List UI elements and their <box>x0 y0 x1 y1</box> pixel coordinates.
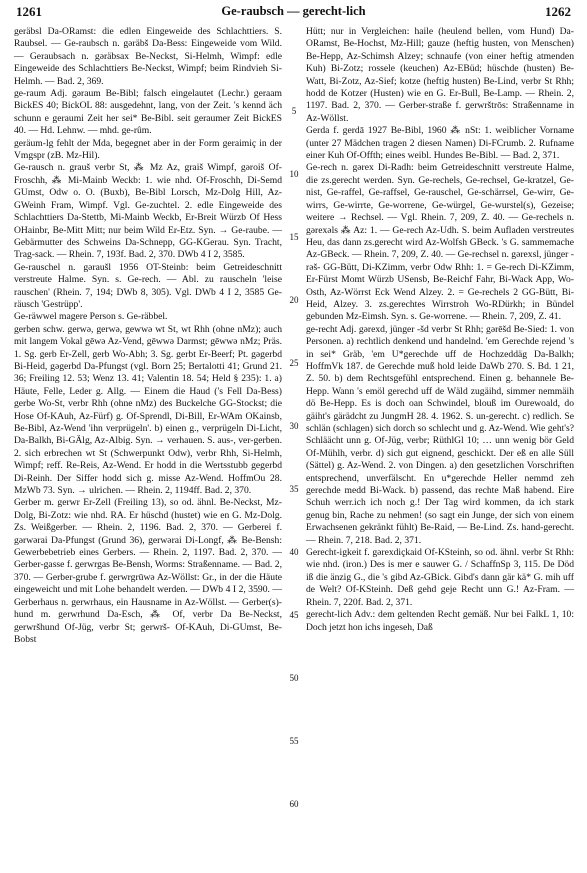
running-headword-range: Ge-raubsch — gerecht-lich <box>221 4 366 18</box>
dictionary-entry: Gerber m. gerwr Er-Zell (Freiling 13), so od. ähnl. Be-Neckst, Mz-Dolg, Bi-Zotz: wie nhd. RA. Er hüschd (hustet) wie en G. Mz-Dolg. Zs. Weißgerber. — Rhein. 2, 1196. Bad. 2, 370. — Gerberei f. gərwərai Da-Pfungst (Grund 36), gerwərai Di-Longf, ⁂ Be-Bensh: Gewerbebetrieb eines Gerbers. — Rhein. 2, 1197. Bad. 2, 370. — Gerber-gasse f. gerwrgas Be-Bensh, Worms: Straßenname. — Bad. 2, 370. — Gerber-grube f. gerwrgrūwə Az-Wöllst: Gr., in der die Häute eingeweicht und mit Lohe behandelt werden. — DWb 4 I 2, 3590. — Gerberhaus n. gerwrhaus, ein Hausname in Az-Wöllst. — Gerber(s)-hund m. gerwrhund Da-Esch, ⁂ Of, verbr Da Be-Neckst, gerwršhund Of-Jüg, verbr St; gerwrš- Of-KAuh, Di-GUmst, Be-Bobst <box>14 497 282 645</box>
dictionary-entry: Ge-rauschel n. gəraušl 1956 OT-Steinb: beim Getreideschnitt verstreute Halme. Syn. s. Ge-rech. — Abl. zu rauscheln 'leise rauschen' (Rhein. 7, 194; DWb 8, 305). Vgl. DWb 4 I 2, 3585 Ge-räusch 'Gestrüpp'. <box>14 261 282 310</box>
line-number: 55 <box>289 736 299 746</box>
line-number: 35 <box>289 484 299 494</box>
line-number: 25 <box>289 358 299 368</box>
line-number: 15 <box>289 232 299 242</box>
page-number-left: 1261 <box>16 4 42 19</box>
dictionary-entry: ge-raum Adj. gəraum Be-Bibl; falsch eingelautet (Lechr.) geraam BickES 40; BickOL 88: ausgedehnt, lang, von der Zeit. 's kennd äch schunn e geraumi Zeit her sei* Be-Bibl. seit geraumer Zeit BickES 40. — Hd. Lehnw. — mhd. ge-rûm. <box>14 88 282 137</box>
page-header <box>0 4 587 22</box>
page-number-right: 1262 <box>545 4 571 19</box>
dictionary-entry: ge-recht Adj. gərexd, jünger -šd verbr St Rhh; gərēšd Be-Sied: 1. von Personen. a) rechtlich denkend und handelnd. 'em Gerechde rejend 's in sei* Gräb, 'em U*gerechde uff de Hochzeddäg Da-Balkh; HoffmVk 187. de Gerechde muß hold leide DaWb 270. S. Bd. 1 21, Z. 50. b) dem Rechtsgefühl entsprechend. Einen g. behannele Be-Hepp. Wann 's emöl gerechd uff de Wäld zugäihd, simmer nemmäih dö Be-Hepp. Es is doch oan Schwindel, blouß im Ourewoald, do gäiht's gärädcht zu JungmH 28. 4. 1962. S. un-gerecht. c) redlich. Se schlän (schlagen) sich dorch so schlecht und g. Az-Wend. Wie geht's? Schläächt unn g. Of-Jüg, verbr; RüthlGl 10; … unn wenig bör Geld Of-Mühlh, verbr. d) sich gut eignend, geschickt. Der eß en alle Süll (Sättel) g. Az-Wend. 2. von Dingen. a) den gesetzlichen Vorschriften entsprechend, unverfälscht. En u*gerechde Heller nemmd zeh gerechde medd Bi-Wack. b) passend, das rechte Maß habend. Eire Schuh werr.ich ich noch g.! Der Tag wird kommen, da ich stark genug bin, Rache zu nehmen! (so sagt ein Junge, der sich von einem Erwachsenen gekränkt fühlt) Be-Raid, — Be-Lind. Zs. hand-gerecht. — Rhein. 7, 218. Bad. 2, 371. <box>306 323 574 546</box>
right-column <box>306 26 574 634</box>
line-number: 30 <box>289 421 299 431</box>
dictionary-entry: gerben schw. gerwə, gerwə, gewwə wt St, wt Rhh (ohne nMz); auch mit langem Vokal gēwə Az-Vend, gēwwə Darmst; gēwwə nMz; Präs. 1. Sg. gerb Er-Zell, gerb Wo-Abh; 3. Sg. gerbt Er-Beerf; Pt. gəgerbd Bi-Heid, gəgerbd Da-Pfungst (vgl. Born 25; Bertalotti 41; Grund 21. 36; Freiling 12. 53; Wenz 13. 41; Valentin 18. 54; Held § 235): 1. a) Häute, Felle, Leder g. Allg. — Einem die Haud ('s Fell Da-Bess) gerbe Wo-St, verbr Rhh (ohne nMz) des Buckelche GG-Stockst; die Hose Of-KAuh, Az-Fürf) g. Of-Sprendl, Di-Bill, Er-WAm OKainsb, Be-Bibl, Az-Wend 'ihn verprügeln'. b) einen g., verprügeln Di-Licht, Da-Balkh, Bi-GÄlg, Az-Albig. Syn. → verhauen. S. aus-, ver-gerben. 2. sich erbrechen wt St (Schwerpunkt Odw), verbr Rhh, Si-Helmh, Wimpf; reff. Re-Reis, Az-Wend. Er hodd in die Wertsstubb gegerbd Di-Reinh. Der Siffer hodd sich g. misse Az-Wend. HoffmOu 28. MzWb 73. Syn. → ulrichen. — Rhein. 2, 1194ff. Bad. 2, 370. <box>14 323 282 497</box>
line-number: 45 <box>289 610 299 620</box>
dictionary-entry: gerecht-lich Adv.: dem geltenden Recht gemäß. Nur bei FalkL 1, 10: Doch jetzt hon ichs ingeseh, Daß <box>306 609 574 633</box>
line-number: 10 <box>289 169 299 179</box>
left-column <box>14 26 282 646</box>
dictionary-entry: Ge-räwwel magere Person s. Ge-räbbel. <box>14 311 168 323</box>
dictionary-entry: geräum-lg fehlt der Mda, begegnet aber in der Form geraimiç in der Vmgspr (zB. Mz-Hil). <box>14 137 282 162</box>
dictionary-entry: Gerecht-igkeit f. gərexdiçkaid Of-KSteinh, so od. ähnl. verbr St Rhh: wie nhd. (iron.) Des is mer e sauwer G. / SchaffnSp 3, 115. De Död iß die änzig G., die 's gibd Az-GBick. Gibd's dann gär kä* G. mih uff de Welt? Of-KSteinh. Deß gehd geje Recht unn G.! Az-Fram. — Rhein. 7, 220f. Bad. 2, 371. <box>306 547 574 608</box>
line-number: 40 <box>289 547 299 557</box>
dictionary-entry: Ge-rausch n. grauš verbr St, ⁂ Mz Az, graiš Wimpf, gəroiš Of-Froschh, ⁂ Mi-Mainb Weckb: 1. wie nhd. Of-Froschh, Di-Semd GUmst, Odw o. O. (Buxb), Be-Bibl Lorsch, Mz-Dolg Hill, Az-GWeinh Fram, Wimpf. Vgl. Ge-zuchtel. 2. edle Eingeweide des Schlachttiers Da-Stettb, Mi-Mainb Weckb, Er-Breit Würzb Of Hess OHainbr, Be-Mitt Mitt; nur beim Wild Er-Etz. Syn. → Ge-raube. — Gebärmutter des Schweins Da-Schnepp, GG-KGerau. Syn. Tracht, Trag-sack. — Rhein. 7, 193f. Bad. 2, 370. DWb 4 I 2, 3585. <box>14 162 282 261</box>
line-number: 20 <box>289 295 299 305</box>
line-number: 50 <box>289 673 299 683</box>
dictionary-entry: Gerda f. gerdā 1927 Be-Bibl, 1960 ⁂ nSt: 1. weiblicher Vorname (unter 27 Mädchen tragen 2 diesen Namen) Di-FCrumb. 2. Rufname einer Kuh Of-Offth; eines weibl. Hundes Be-Bibl. — Bad. 2, 371. <box>306 125 574 162</box>
dictionary-entry: Ge-rech n. gərex Di-Radh: beim Getreideschnitt verstreute Halme, die zs.gerecht werden. Syn. Ge-rechels, Ge-rechsel, Ge-kratzel, Ge-nist, Ge-raffel, Ge-raffsel, Ge-rauschel, Ge-schärrsel, Ge-wirr, Ge-wirrs, Ge-wirrte, Ge-worrene, Ge-würgel, Ge-wurstel(s), Gezeise; weitere → Rechsel. — Vgl. Rhein. 7, 209, Z. 40. — Ge-rechels n. gərexəls ⁂ Az: 1. — Ge-rech Az-Udh. S. beim Aufladen verstreutes Heu, das dann zs.gerecht wird Az-Wolfsh GBeck. 's G. sammemache Az-GBeck. — Rhein. 7, 209, Z. 40. — Ge-rechsel n. gərexsl, jünger -rəš- GG-Bütt, Di-KZimm, verbr Odw Rhh: 1. = Ge-rech Di-KZimm, Er-Fürst Momt Würzb USensb, Be-Reichf Fahr, Bi-Wack App, Wo-Osth, Az-Wörrst Eck Wend Alzey. 2. = Ge-rechels 2 GG-Bütt, Bi-Heid, Alzey. 3. zs.gerechtes Wirrstroh Wo-RDürkh; in Bündel gebunden Mz-Eimsh. Syn. s. Ge-worrene. — Rhein. 7, 209, Z. 41. <box>306 162 574 323</box>
line-number-gutter <box>285 26 303 866</box>
line-number: 5 <box>291 106 297 116</box>
dictionary-entry: geräbsl Da-ORamst: die edlen Eingeweide des Schlachttiers. S. Raubsel. — Ge-raubsch n. gəräbš Da-Bess: Eingeweide vom Wild. — Geraubsach n. gəräbsax Be-Neckst, Si-Helmh, Wimpf: edle Eingeweide des Schlachttiers Be-Neckst, Wimpf; beim Rindvieh Si-Helmh. — Bad. 2, 369. <box>14 26 282 87</box>
dictionary-entry: Hütt; nur in Vergleichen: haile (heulend bellen, vom Hund) Da-ORamst, Be-Hochst, Mz-Hill; gauze (heftig husten, von Menschen) Be-Hepp, Az-Schimsh Alzey; schnaufe (von einer heftig atmenden Kuh) Bi-Zotz; rossele (keuchen) Az-EBüd; hüschde (husten) Be-Watt, Bi-Zotz, Az-Sief; kotze (heftig husten) Be-Lind, verbr St Rhh; hodd de Kotzer (Husten) wie en G. Er-Bull, Be-Lamp. — Rhein. 2, 1197. Bad. 2, 370. — Gerber-straße f. gerwrštrōs: Straßenname in Az-Wöllst. <box>306 26 574 124</box>
line-number: 60 <box>289 799 299 809</box>
